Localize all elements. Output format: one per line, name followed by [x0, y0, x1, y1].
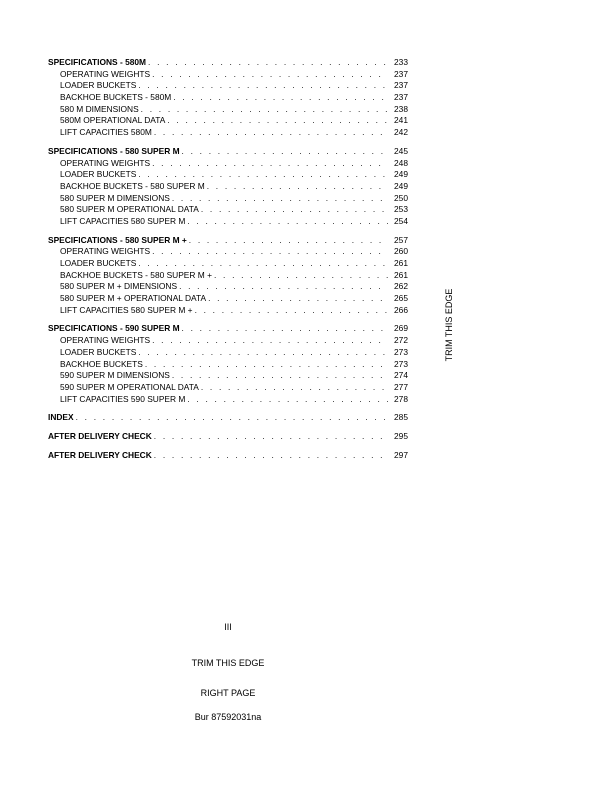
toc-section [48, 431, 408, 443]
toc-entry-label: LIFT CAPACITIES 580 SUPER M [60, 215, 186, 226]
toc-page-number: 266 [394, 304, 408, 315]
dot-leader [138, 347, 388, 359]
dot-leader [138, 258, 388, 270]
toc-entry[interactable] [48, 370, 408, 382]
dot-leader [145, 359, 388, 371]
toc-entry-label: 580M OPERATIONAL DATA [60, 115, 166, 126]
page-side-label: RIGHT PAGE [200, 688, 256, 698]
document-reference: Bur 87592031na [194, 712, 262, 722]
dot-leader [201, 382, 388, 394]
table-of-contents [48, 57, 408, 468]
dot-leader [152, 158, 388, 170]
toc-entry-label: 580 SUPER M + DIMENSIONS [60, 281, 178, 292]
toc-entry[interactable] [48, 169, 408, 181]
dot-leader [152, 69, 388, 81]
toc-entry[interactable] [48, 80, 408, 92]
toc-section-heading[interactable] [48, 450, 408, 462]
toc-entry[interactable] [48, 394, 408, 406]
toc-entry[interactable] [48, 115, 408, 127]
dot-leader [138, 169, 388, 181]
toc-section-heading[interactable] [48, 146, 408, 158]
toc-page-number: 274 [394, 370, 408, 381]
toc-section-heading[interactable] [48, 235, 408, 247]
toc-entry-label: 580 SUPER M + OPERATIONAL DATA [60, 293, 207, 304]
toc-page-number: 233 [394, 57, 408, 67]
toc-page-number: 297 [394, 449, 408, 460]
toc-entry[interactable] [48, 92, 408, 104]
dot-leader [154, 431, 388, 443]
dot-leader [182, 146, 388, 158]
dot-leader [172, 370, 388, 382]
toc-page-number: 242 [394, 127, 408, 138]
toc-section-heading[interactable] [48, 412, 408, 424]
toc-entry-label: INDEX [48, 412, 74, 423]
toc-page-number: 257 [394, 234, 408, 245]
toc-section [48, 323, 408, 405]
dot-leader [152, 335, 388, 347]
dot-leader [141, 104, 388, 116]
toc-page-number: 265 [394, 293, 408, 304]
page-number: III [224, 622, 232, 632]
toc-section-heading[interactable] [48, 431, 408, 443]
toc-entry-label: AFTER DELIVERY CHECK [48, 449, 152, 460]
toc-page-number: 248 [394, 157, 408, 168]
trim-edge-side-note: TRIM THIS EDGE [444, 288, 454, 362]
toc-entry-label: BACKHOE BUCKETS - 580 SUPER M + [60, 269, 212, 280]
toc-page-number: 253 [394, 204, 408, 215]
toc-section [48, 450, 408, 462]
toc-section-heading[interactable] [48, 57, 408, 69]
toc-entry[interactable] [48, 158, 408, 170]
toc-entry-label: LIFT CAPACITIES 580M [60, 127, 152, 138]
toc-page-number: 278 [394, 393, 408, 404]
toc-entry[interactable] [48, 270, 408, 282]
toc-page-number: 261 [394, 269, 408, 280]
toc-entry-label: SPECIFICATIONS - 580 SUPER M [48, 145, 180, 156]
toc-entry-label: LIFT CAPACITIES 590 SUPER M [60, 393, 186, 404]
toc-entry[interactable] [48, 127, 408, 139]
dot-leader [172, 193, 388, 205]
toc-section [48, 146, 408, 228]
toc-entry[interactable] [48, 204, 408, 216]
toc-entry-label: SPECIFICATIONS - 580 SUPER M + [48, 234, 187, 245]
toc-page-number: 277 [394, 381, 408, 392]
toc-entry[interactable] [48, 305, 408, 317]
toc-entry-label: LOADER BUCKETS [60, 80, 137, 91]
toc-section-heading[interactable] [48, 323, 408, 335]
toc-entry-label: SPECIFICATIONS - 580M [48, 57, 147, 67]
toc-page-number: 250 [394, 192, 408, 203]
toc-entry[interactable] [48, 281, 408, 293]
dot-leader [154, 127, 388, 139]
dot-leader [182, 323, 388, 335]
toc-entry-label: 580 SUPER M OPERATIONAL DATA [60, 204, 199, 215]
toc-entry-label: OPERATING WEIGHTS [60, 246, 151, 257]
dot-leader [148, 57, 388, 69]
toc-page-number: 237 [394, 92, 408, 103]
toc-page-number: 295 [394, 430, 408, 441]
dot-leader [154, 450, 388, 462]
toc-entry[interactable] [48, 216, 408, 228]
toc-entry-label: OPERATING WEIGHTS [60, 157, 151, 168]
dot-leader [179, 281, 388, 293]
toc-page-number: 237 [394, 68, 408, 79]
dot-leader [189, 235, 388, 247]
dot-leader [152, 246, 388, 258]
toc-entry[interactable] [48, 69, 408, 81]
toc-page-number: 245 [394, 145, 408, 156]
toc-entry-label: LOADER BUCKETS [60, 169, 137, 180]
toc-page-number: 285 [394, 412, 408, 423]
toc-entry[interactable] [48, 359, 408, 371]
toc-page-number: 249 [394, 180, 408, 191]
toc-entry[interactable] [48, 193, 408, 205]
toc-section [48, 412, 408, 424]
toc-page-number: 272 [394, 335, 408, 346]
toc-entry-label: BACKHOE BUCKETS - 580M [60, 92, 172, 103]
toc-entry[interactable] [48, 335, 408, 347]
dot-leader [214, 270, 388, 282]
toc-page-number: 237 [394, 80, 408, 91]
toc-page-number: 261 [394, 258, 408, 268]
dot-leader [187, 394, 388, 406]
dot-leader [167, 115, 388, 127]
toc-section [48, 235, 408, 317]
toc-page-number: 249 [394, 169, 408, 180]
toc-page-number: 273 [394, 358, 408, 369]
toc-entry[interactable] [48, 293, 408, 305]
toc-page-number: 241 [394, 115, 408, 126]
toc-entry-label: 580 SUPER M DIMENSIONS [60, 192, 170, 203]
toc-entry-label: LOADER BUCKETS [60, 258, 137, 268]
toc-page-number: 269 [394, 323, 408, 334]
dot-leader [201, 204, 388, 216]
toc-entry-label: LIFT CAPACITIES 580 SUPER M + [60, 304, 193, 315]
toc-entry-label: BACKHOE BUCKETS - 580 SUPER M [60, 180, 205, 191]
dot-leader [173, 92, 388, 104]
toc-entry[interactable] [48, 347, 408, 359]
toc-entry-label: OPERATING WEIGHTS [60, 335, 151, 346]
toc-section [48, 57, 408, 139]
toc-entry-label: 580 M DIMENSIONS [60, 103, 139, 114]
toc-entry-label: SPECIFICATIONS - 590 SUPER M [48, 323, 180, 334]
toc-entry[interactable] [48, 246, 408, 258]
dot-leader [195, 305, 388, 317]
toc-entry[interactable] [48, 181, 408, 193]
toc-entry[interactable] [48, 104, 408, 116]
toc-page-number: 273 [394, 346, 408, 357]
dot-leader [138, 80, 388, 92]
toc-entry-label: 590 SUPER M OPERATIONAL DATA [60, 381, 199, 392]
toc-entry-label: AFTER DELIVERY CHECK [48, 430, 152, 441]
dot-leader [76, 412, 388, 424]
toc-entry-label: BACKHOE BUCKETS [60, 358, 143, 369]
toc-entry-label: 590 SUPER M DIMENSIONS [60, 370, 170, 381]
toc-page-number: 262 [394, 281, 408, 292]
dot-leader [207, 181, 388, 193]
toc-page-number: 238 [394, 103, 408, 114]
toc-entry[interactable] [48, 382, 408, 394]
toc-page-number: 254 [394, 215, 408, 226]
toc-entry-label: OPERATING WEIGHTS [60, 68, 151, 79]
toc-entry-label: LOADER BUCKETS [60, 346, 137, 357]
toc-page-number: 260 [394, 246, 408, 257]
toc-entry[interactable] [48, 258, 408, 270]
dot-leader [187, 216, 388, 228]
trim-edge-footer-note: TRIM THIS EDGE [191, 658, 265, 668]
dot-leader [208, 293, 388, 305]
